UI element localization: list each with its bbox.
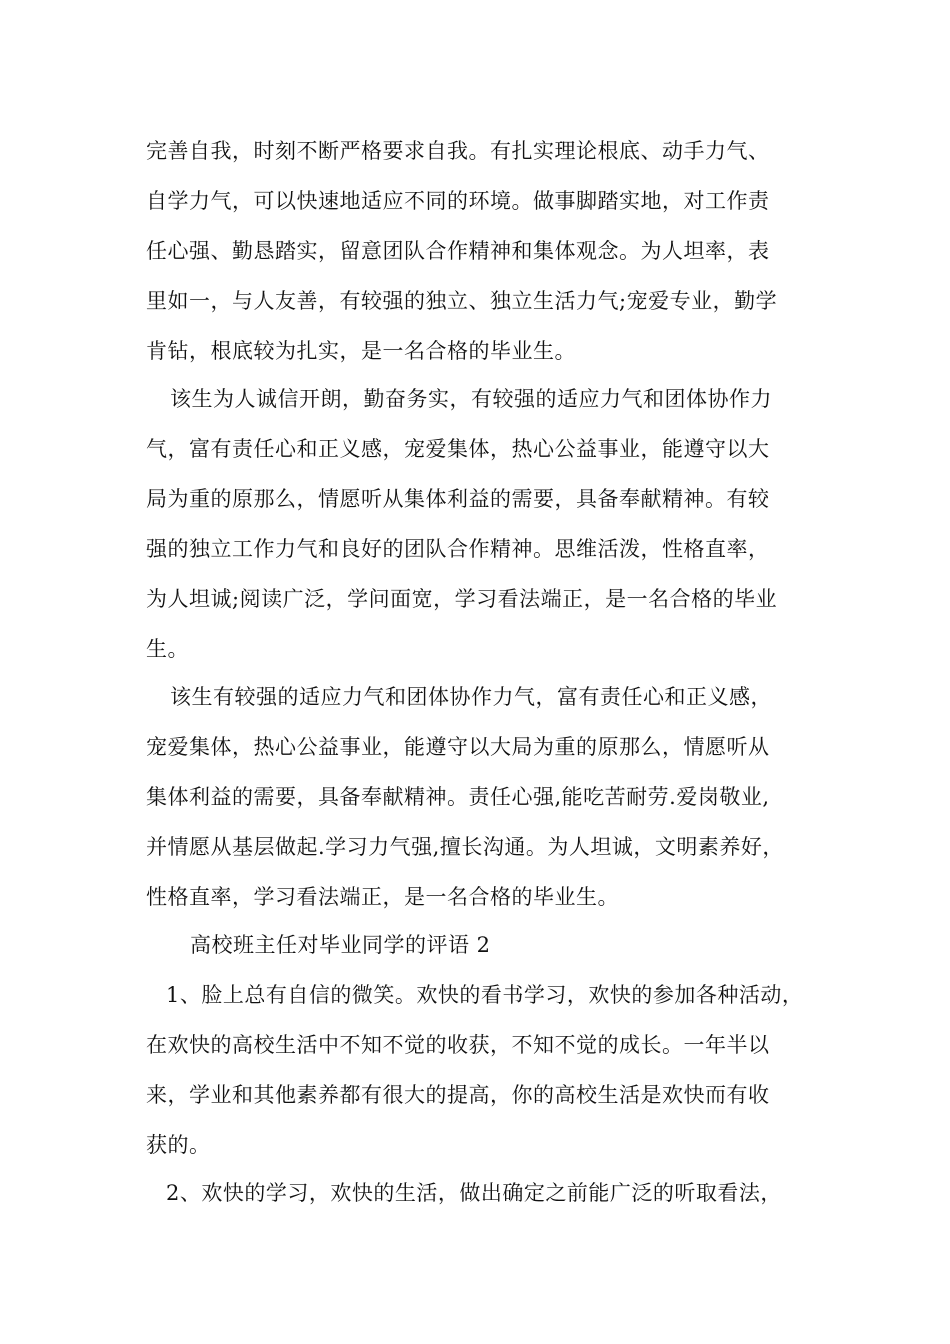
paragraph-line: 2、欢快的学习，欢快的生活，做出确定之前能广泛的听取看法， — [166, 1181, 782, 1205]
paragraph-line: 集体利益的需要，具备奉献精神。责任心强,能吃苦耐劳.爱岗敬业, — [146, 785, 770, 809]
paragraph-line: 获的。 — [146, 1133, 211, 1157]
paragraph-line: 在欢快的高校生活中不知不觉的收获，不知不觉的成长。一年半以 — [146, 1033, 770, 1057]
paragraph-line: 完善自我，时刻不断严格要求自我。有扎实理论根底、动手力气、 — [146, 139, 770, 163]
paragraph-line: 气，富有责任心和正义感，宠爱集体，热心公益事业，能遵守以大 — [146, 437, 770, 461]
paragraph-line: 来，学业和其他素养都有很大的提高，你的高校生活是欢快而有收 — [146, 1083, 770, 1107]
paragraph-line: 性格直率，学习看法端正，是一名合格的毕业生。 — [146, 885, 619, 909]
paragraph-line: 任心强、勤恳踏实，留意团队合作精神和集体观念。为人坦率，表 — [146, 239, 770, 263]
paragraph-line: 肯钻，根底较为扎实，是一名合格的毕业生。 — [146, 339, 576, 363]
paragraph-line: 为人坦诚;阅读广泛，学问面宽，学习看法端正，是一名合格的毕业 — [146, 587, 778, 611]
paragraph-line: 该生为人诚信开朗，勤奋务实，有较强的适应力气和团体协作力 — [170, 387, 772, 411]
section-heading: 高校班主任对毕业同学的评语 2 — [190, 933, 491, 957]
paragraph-line: 里如一，与人友善，有较强的独立、独立生活力气;宠爱专业，勤学 — [146, 289, 778, 313]
paragraph-line: 宠爱集体，热心公益事业，能遵守以大局为重的原那么，情愿听从 — [146, 735, 770, 759]
paragraph-line: 1、脸上总有自信的微笑。欢快的看书学习，欢快的参加各种活动， — [166, 983, 804, 1007]
paragraph-line: 并情愿从基层做起.学习力气强,擅长沟通。为人坦诚，文明素养好， — [146, 835, 784, 859]
paragraph-line: 强的独立工作力气和良好的团队合作精神。思维活泼，性格直率， — [146, 537, 770, 561]
paragraph-line: 局为重的原那么，情愿听从集体利益的需要，具备奉献精神。有较 — [146, 487, 770, 511]
paragraph-line: 该生有较强的适应力气和团体协作力气，富有责任心和正义感， — [170, 685, 772, 709]
paragraph-line: 自学力气，可以快速地适应不同的环境。做事脚踏实地，对工作责 — [146, 189, 770, 213]
paragraph-line: 生。 — [146, 637, 189, 661]
